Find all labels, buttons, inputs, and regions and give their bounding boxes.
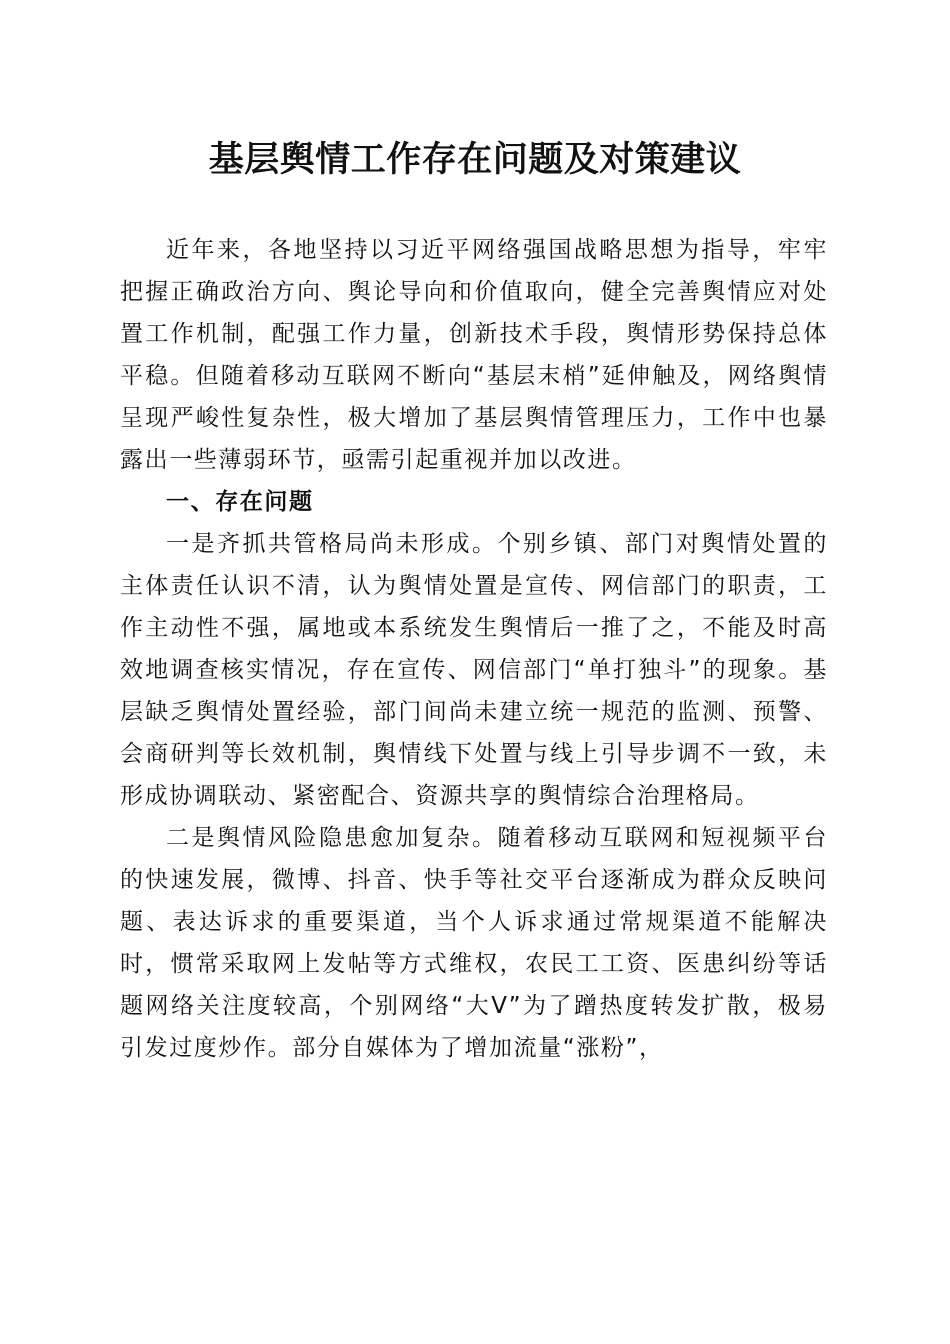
problem-item-2-lead: 二是舆情风险隐患愈加复杂。 bbox=[166, 825, 498, 851]
document-title: 基层舆情工作存在问题及对策建议 bbox=[208, 139, 742, 180]
document-body bbox=[120, 229, 828, 1069]
intro-paragraph: 近年来，各地坚持以习近平网络强国战略思想为指导，牢牢把握正确政治方向、舆论导向和价值取向，健全完善舆情应对处置工作机制，配强工作力量，创新技术手段，舆情形势保持总体平稳。但随着移动互联网不断向“基层末梢”延伸触及，网络舆情呈现严峻性复杂性，极大增加了基层舆情管理压力，工作中也暴露出一些薄弱环节，亟需引起重视并加以改进。 bbox=[120, 237, 828, 473]
problem-item-2 bbox=[120, 817, 828, 1069]
problem-item-2-text: 随着移动互联网和短视频平台的快速发展，微博、抖音、快手等社交平台逐渐成为群众反映问题、表达诉求的重要渠道，当个人诉求通过常规渠道不能解决时，惯常采取网上发帖等方式维权，农民工工资、医患纠纷等话题网络关注度较高，个别网络“大V”为了蹭热度转发扩散，极易引发过度炒作。部分自媒体为了增加流量“涨粉”， bbox=[120, 825, 828, 1061]
problem-item-1-lead: 一是齐抓共管格局尚未形成。 bbox=[166, 531, 498, 557]
problem-item-1 bbox=[120, 523, 828, 817]
section-heading-problems: 一、存在问题 bbox=[166, 489, 314, 515]
problem-item-1-text: 个别乡镇、部门对舆情处置的主体责任认识不清，认为舆情处置是宣传、网信部门的职责，工作主动性不强，属地或本系统发生舆情后一推了之，不能及时高效地调查核实情况，存在宣传、网信部门“单打独斗”的现象。基层缺乏舆情处置经验，部门间尚未建立统一规范的监测、预警、会商研判等长效机制，舆情线下处置与线上引导步调不一致，未形成协调联动、紧密配合、资源共享的舆情综合治理格局。 bbox=[120, 531, 828, 809]
